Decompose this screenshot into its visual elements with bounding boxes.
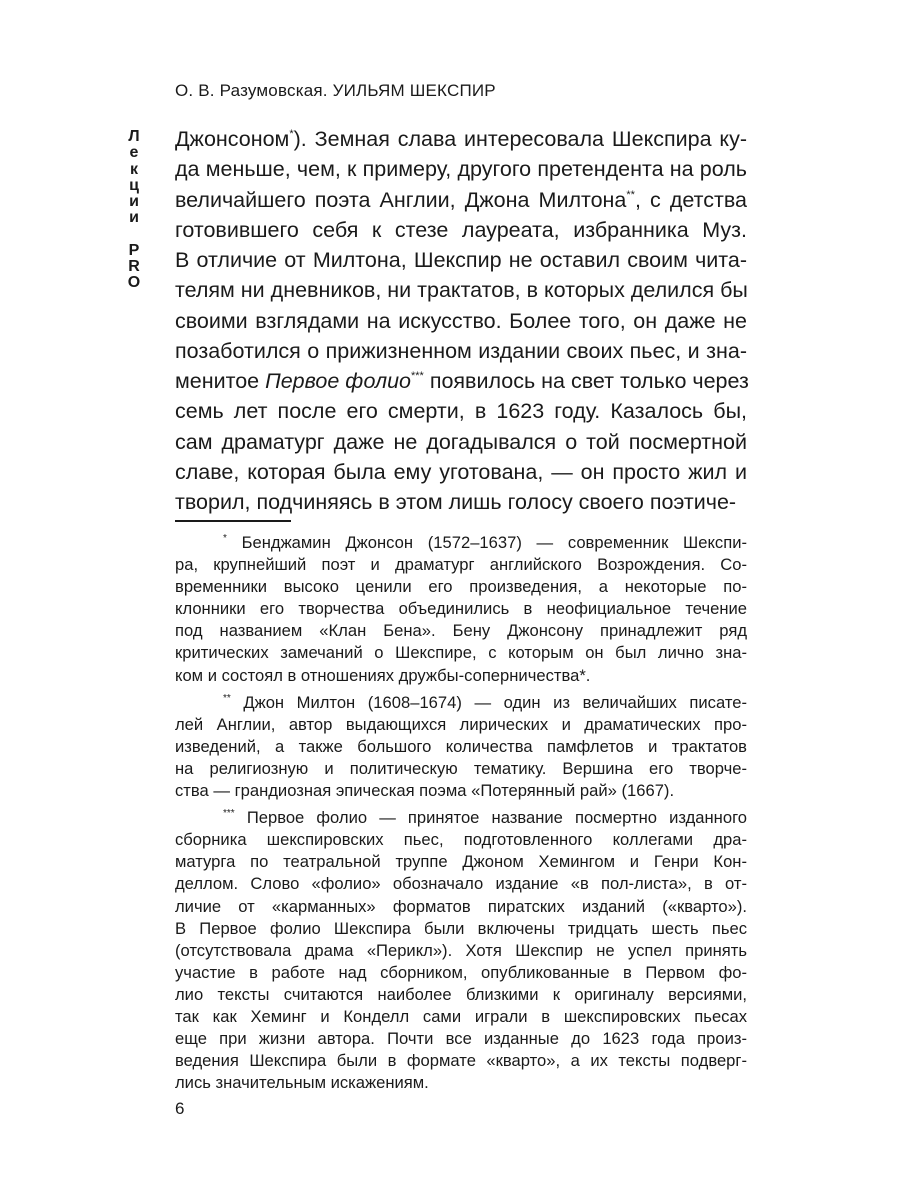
text-line: сам драматург даже не догадывался о той посмертной xyxy=(175,429,747,454)
footnote-3 xyxy=(175,807,747,1094)
text-run: менитое xyxy=(175,369,266,393)
footnote-line: деллом. Слово «фолио» обозначало издание «в пол-листа», в от- xyxy=(175,874,747,894)
footnote-line: (отсутствовала драма «Перикл»). Хотя Шекспир не успел принять xyxy=(175,940,747,960)
footnote-line: временники высоко ценили его произведения, а некоторые по- xyxy=(175,577,747,597)
footnote-line: изведений, а также большого количества памфлетов и трактатов xyxy=(175,736,747,756)
footnote-marker: *** xyxy=(223,808,235,820)
footnote-line: под названием «Клан Бена». Бену Джонсону принадлежит ряд xyxy=(175,621,747,641)
text-run: , с детства xyxy=(634,187,747,212)
series-letter: е xyxy=(129,144,139,162)
text-line: да меньше, чем, к примеру, другого претендента на роль xyxy=(175,157,747,182)
series-letter: и xyxy=(129,193,139,211)
text-line: славе, которая была ему уготована, — он просто жил и xyxy=(175,459,747,484)
series-letter: R xyxy=(128,258,140,276)
text-run: Бенджамин Джонсон (1572–1637) — современник Шекспи- xyxy=(241,533,747,552)
text-line: семь лет после его смерти, в 1623 году. Казалось бы, xyxy=(175,399,747,424)
footnote-line: сборника шекспировских пьес, подготовленного коллегами дра- xyxy=(175,830,747,850)
text-run: Джон Милтон (1608–1674) — один из величайших писате- xyxy=(243,692,747,712)
text-line: творил, подчиняясь в этом лишь голосу своего поэтиче- xyxy=(175,490,737,514)
text-run: Джонсоном xyxy=(175,127,290,151)
text-run: величайшего поэта Англии, Джона Милтона xyxy=(175,187,627,212)
text-run: Первое фолио — принятое название посмертно изданного xyxy=(246,808,747,828)
footnote-ref: ** xyxy=(626,188,635,201)
footnote-line xyxy=(175,692,747,714)
series-letter: и xyxy=(129,209,139,227)
text-line xyxy=(175,185,747,215)
series-letter: Л xyxy=(128,128,140,145)
text-line: своими взглядами на искусство. Более того, он даже не xyxy=(175,308,747,333)
running-head: О. В. Разумовская. УИЛЬЯМ ШЕКСПИР xyxy=(175,81,496,100)
footnote-line: матурга по театральной труппе Джоном Хемингом и Генри Кон- xyxy=(175,852,747,872)
footnote-line: В Первое фолио Шекспира были включены тридцать шесть пьес xyxy=(175,918,747,938)
series-letter: O xyxy=(127,274,141,292)
footnote-line: личие от «карманных» форматов пиратских изданий («кварто»). xyxy=(175,896,747,916)
page-number: 6 xyxy=(175,1099,185,1118)
footnote-1 xyxy=(175,532,747,687)
footnote-line xyxy=(175,807,747,829)
footnote-line: ведения Шекспира были в формате «кварто», а их тексты подверг- xyxy=(175,1051,747,1071)
footnotes xyxy=(175,532,747,1099)
footnote-line: ком и состоял в отношениях дружбы-соперничества*. xyxy=(175,665,591,685)
footnote-line: лей Англии, автор выдающихся лирических и драматических про- xyxy=(175,714,747,734)
text-line xyxy=(175,366,747,396)
series-letter: к xyxy=(129,160,138,178)
footnote-line xyxy=(175,532,747,554)
text-run: ). Земная слава интересовала Шекспира ку- xyxy=(293,127,747,151)
italic-title: Первое фолио xyxy=(265,369,411,393)
footnote-line: клонники его творчества объединились в неофициальное течение xyxy=(175,599,747,619)
series-label-vertical xyxy=(125,129,143,292)
footnote-line: лио тексты считаются наиболее близкими к оригиналу версиями, xyxy=(175,984,747,1004)
footnote-marker: * xyxy=(223,533,227,544)
footnote-ref: *** xyxy=(411,370,424,382)
text-line: готовившего себя к стезе лауреата, избранника Муз. xyxy=(175,217,747,242)
main-text xyxy=(175,124,747,517)
footnote-2 xyxy=(175,692,747,802)
text-line: позаботился о прижизненном издании своих пьес, и зна- xyxy=(175,338,747,363)
footnote-line: ра, крупнейший поэт и драматург английского Возрождения. Со- xyxy=(175,555,747,575)
footnote-line: лись значительным искажениям. xyxy=(175,1073,429,1093)
text-line: В отличие от Милтона, Шекспир не оставил своим чита- xyxy=(175,248,747,272)
text-run: появилось на свет только через xyxy=(423,369,749,393)
series-letter: P xyxy=(128,241,140,259)
footnote-ref: * xyxy=(289,128,294,140)
text-line xyxy=(175,124,747,154)
text-line: телям ни дневников, ни трактатов, в которых делился бы xyxy=(175,278,748,303)
footnote-separator xyxy=(175,520,291,522)
footnote-line: еще при жизни автора. Почти все изданные до 1623 года произ- xyxy=(175,1029,747,1049)
footnote-line: критических замечаний о Шекспире, с которым он был лично зна- xyxy=(175,643,747,663)
footnote-line: участие в работе над сборником, опубликованные в Первом фо- xyxy=(175,962,747,982)
series-letter: ц xyxy=(129,176,139,194)
footnote-marker: ** xyxy=(223,692,231,704)
footnote-line: так как Хеминг и Конделл сами играли в шекспировских пьесах xyxy=(175,1006,747,1026)
footnote-line: ства — грандиозная эпическая поэма «Потерянный рай» (1667). xyxy=(175,781,675,801)
footnote-line: на религиозную и политическую тематику. Вершина его творче- xyxy=(175,758,747,778)
